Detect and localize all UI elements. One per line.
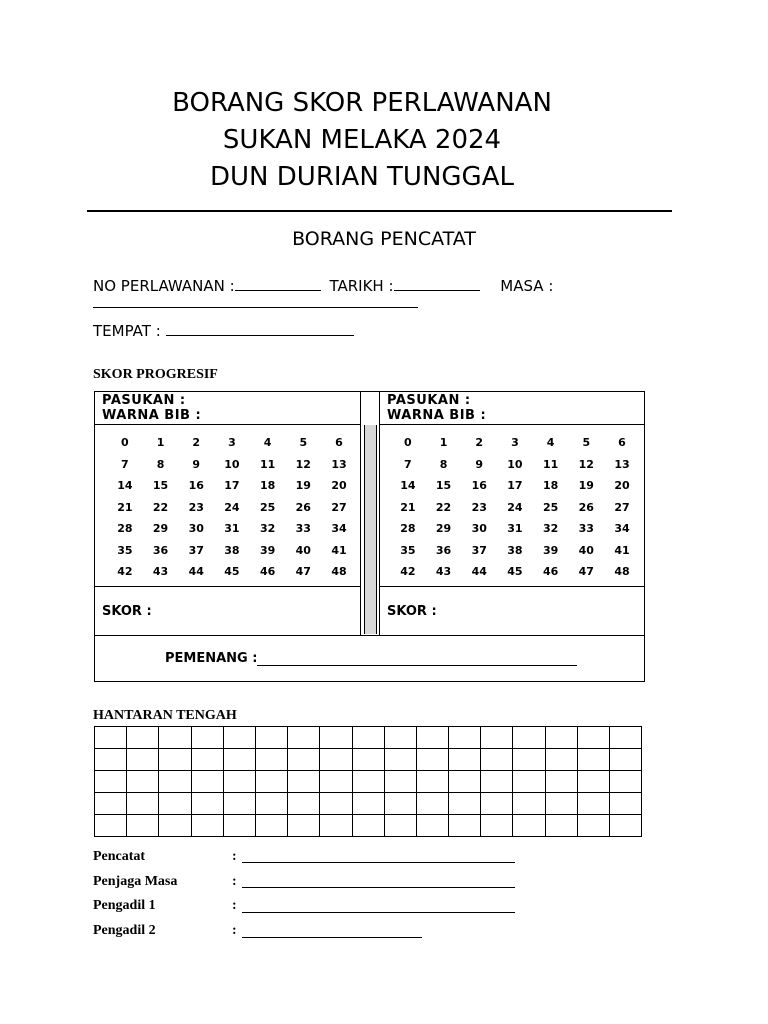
hantaran-cell[interactable] — [545, 749, 577, 771]
hantaran-cell[interactable] — [513, 815, 545, 837]
score-table — [94, 391, 645, 682]
form-subtitle: BORANG PENCATAT — [292, 228, 476, 250]
hantaran-cell[interactable] — [223, 793, 255, 815]
team-b-score-number[interactable]: 14 — [400, 479, 416, 493]
team-b-score-number[interactable]: 34 — [614, 522, 630, 536]
hantaran-cell[interactable] — [127, 749, 159, 771]
number-row — [95, 561, 360, 583]
team-a-score-number[interactable]: 1 — [156, 436, 165, 450]
hantaran-cell[interactable] — [610, 815, 642, 837]
team-b-score-number[interactable]: 6 — [618, 436, 626, 450]
number-row — [95, 432, 360, 454]
hantaran-cell[interactable] — [288, 815, 320, 837]
hantaran-cell[interactable] — [416, 727, 448, 749]
team-a-score-number[interactable]: 26 — [295, 500, 311, 514]
team-a-score-number[interactable]: 11 — [259, 457, 276, 471]
signature-pengadil-2-colon: : — [232, 923, 237, 938]
team-a-score-number[interactable]: 3 — [228, 436, 236, 450]
hantaran-cell[interactable] — [255, 727, 287, 749]
team-b-warna-bib-label[interactable]: WARNA BIB : — [387, 408, 487, 423]
team-a-score-number[interactable]: 37 — [188, 543, 204, 557]
team-b-score-number[interactable]: 13 — [614, 457, 630, 471]
team-b-score-number[interactable]: 12 — [578, 457, 594, 471]
signature-pengadil-1-colon: : — [232, 898, 237, 913]
team-a-score-number[interactable]: 41 — [331, 543, 347, 557]
number-row — [95, 518, 360, 540]
team-a-score-number[interactable]: 15 — [152, 479, 169, 493]
team-a-score-number[interactable]: 14 — [117, 479, 133, 493]
hantaran-cell[interactable] — [223, 749, 255, 771]
hantaran-cell[interactable] — [95, 727, 127, 749]
team-b-score-number[interactable]: 18 — [542, 479, 559, 493]
number-row — [95, 454, 360, 476]
pemenang-field[interactable] — [257, 665, 577, 666]
hantaran-cell[interactable] — [384, 793, 416, 815]
team-b-score-number[interactable]: 4 — [546, 436, 555, 450]
team-b-score-number[interactable]: 43 — [435, 565, 452, 579]
team-b-score-number[interactable]: 44 — [471, 565, 487, 579]
team-b-score-number[interactable]: 3 — [511, 436, 519, 450]
team-a-score-number[interactable]: 19 — [295, 479, 311, 493]
hantaran-cell[interactable] — [320, 793, 352, 815]
team-b-score-number[interactable]: 7 — [404, 457, 412, 471]
masa-label: MASA : — [500, 277, 554, 295]
team-a-score-number[interactable]: 25 — [259, 500, 276, 514]
hantaran-cell[interactable] — [95, 749, 127, 771]
team-a-score-number[interactable]: 17 — [224, 479, 240, 493]
hantaran-cell[interactable] — [127, 771, 159, 793]
team-b-score-number[interactable]: 41 — [614, 543, 630, 557]
team-b-score-number[interactable]: 47 — [578, 565, 594, 579]
team-a-score-number[interactable]: 34 — [331, 522, 347, 536]
hantaran-cell[interactable] — [449, 771, 481, 793]
pemenang-label: PEMENANG : — [165, 651, 258, 666]
team-a-score-number[interactable]: 47 — [295, 565, 311, 579]
team-a-score-number[interactable]: 29 — [152, 522, 169, 536]
hantaran-cell[interactable] — [288, 771, 320, 793]
hantaran-cell[interactable] — [159, 815, 191, 837]
tempat-line — [93, 322, 354, 340]
team-b-score-number[interactable]: 20 — [614, 479, 630, 493]
signature-penjaga-masa-colon: : — [232, 874, 237, 889]
team-a-score-number[interactable]: 40 — [295, 543, 311, 557]
team-a-score-number[interactable]: 28 — [117, 522, 133, 536]
team-a-warna-bib-label[interactable]: WARNA BIB : — [102, 408, 202, 423]
signature-pencatat-label: Pencatat — [93, 849, 146, 864]
hantaran-cell[interactable] — [159, 727, 191, 749]
no-perlawanan-field[interactable] — [235, 277, 321, 291]
hantaran-cell[interactable] — [127, 793, 159, 815]
hantaran-cell[interactable] — [384, 815, 416, 837]
team-a-score-number[interactable]: 8 — [156, 457, 165, 471]
number-row — [380, 432, 644, 454]
hantaran-cell[interactable] — [191, 793, 223, 815]
team-b-score-number[interactable]: 37 — [471, 543, 487, 557]
team-b-score-number[interactable]: 42 — [400, 565, 416, 579]
hantaran-row — [95, 815, 642, 837]
hantaran-cell[interactable] — [577, 771, 609, 793]
team-b-score-number[interactable]: 2 — [475, 436, 484, 450]
team-a-skor[interactable]: SKOR : — [95, 586, 360, 635]
team-a-pasukan-label[interactable]: PASUKAN : — [102, 393, 186, 408]
team-a-score-number[interactable]: 32 — [259, 522, 276, 536]
hantaran-row — [95, 727, 642, 749]
title-line-1: BORANG SKOR PERLAWANAN — [172, 88, 552, 118]
hantaran-cell[interactable] — [610, 793, 642, 815]
masa-field[interactable] — [93, 307, 418, 308]
team-b-score-number[interactable]: 25 — [542, 500, 559, 514]
signature-pencatat-field[interactable] — [242, 848, 515, 863]
hantaran-cell[interactable] — [481, 727, 513, 749]
hantaran-cell[interactable] — [159, 771, 191, 793]
team-b-score-number[interactable]: 16 — [471, 479, 487, 493]
hantaran-cell[interactable] — [320, 749, 352, 771]
title-line-3: DUN DURIAN TUNGGAL — [210, 162, 514, 192]
hantaran-cell[interactable] — [449, 815, 481, 837]
team-a-score-number[interactable]: 4 — [263, 436, 272, 450]
team-b-score-number[interactable]: 24 — [507, 500, 523, 514]
team-b-score-number[interactable]: 8 — [439, 457, 448, 471]
team-a-score-number[interactable]: 45 — [224, 565, 240, 579]
team-a-score-number[interactable]: 27 — [331, 500, 347, 514]
number-row — [95, 497, 360, 519]
hantaran-cell[interactable] — [127, 727, 159, 749]
team-a-score-number[interactable]: 44 — [188, 565, 204, 579]
team-b-score-number[interactable]: 9 — [475, 457, 484, 471]
team-b-number-grid — [380, 432, 644, 583]
hantaran-cell[interactable] — [127, 815, 159, 837]
team-a-score-number[interactable]: 22 — [152, 500, 169, 514]
hantaran-cell[interactable] — [255, 815, 287, 837]
hantaran-cell[interactable] — [610, 749, 642, 771]
team-b-score-number[interactable]: 15 — [435, 479, 452, 493]
team-b-score-number[interactable]: 29 — [435, 522, 452, 536]
team-b-panel — [380, 392, 644, 635]
hantaran-cell[interactable] — [159, 793, 191, 815]
team-a-score-number[interactable]: 23 — [188, 500, 204, 514]
team-separator — [360, 392, 380, 635]
team-a-score-number[interactable]: 6 — [335, 436, 343, 450]
hantaran-cell[interactable] — [481, 815, 513, 837]
hantaran-cell[interactable] — [95, 771, 127, 793]
team-a-score-number[interactable]: 24 — [224, 500, 240, 514]
hantaran-cell[interactable] — [416, 749, 448, 771]
hantaran-cell[interactable] — [545, 771, 577, 793]
hantaran-cell[interactable] — [352, 749, 384, 771]
team-a-score-number[interactable]: 20 — [331, 479, 347, 493]
team-a-score-number[interactable]: 30 — [188, 522, 204, 536]
hantaran-cell[interactable] — [352, 727, 384, 749]
hantaran-cell[interactable] — [255, 793, 287, 815]
hantaran-cell[interactable] — [223, 727, 255, 749]
team-b-score-number[interactable]: 45 — [507, 565, 523, 579]
signature-pengadil-2-field[interactable] — [242, 923, 422, 938]
signature-pencatat-colon: : — [232, 849, 237, 864]
hantaran-cell[interactable] — [513, 727, 545, 749]
team-a-score-number[interactable]: 5 — [299, 436, 308, 450]
team-a-score-number[interactable]: 16 — [188, 479, 204, 493]
hantaran-cell[interactable] — [384, 749, 416, 771]
hantaran-tengah-grid — [94, 726, 642, 837]
hantaran-cell[interactable] — [513, 771, 545, 793]
hantaran-cell[interactable] — [610, 771, 642, 793]
tempat-label: TEMPAT : — [93, 322, 161, 340]
tarikh-field[interactable] — [394, 277, 480, 291]
hantaran-cell[interactable] — [95, 793, 127, 815]
signature-pengadil-2-label: Pengadil 2 — [93, 923, 156, 938]
number-row — [95, 475, 360, 497]
team-b-pasukan-label[interactable]: PASUKAN : — [387, 393, 471, 408]
team-a-score-number[interactable]: 13 — [331, 457, 347, 471]
title-divider — [87, 210, 672, 212]
hantaran-cell[interactable] — [191, 771, 223, 793]
team-b-score-number[interactable]: 27 — [614, 500, 630, 514]
team-a-header — [95, 392, 360, 425]
hantaran-cell[interactable] — [352, 815, 384, 837]
team-b-score-number[interactable]: 48 — [614, 565, 630, 579]
team-a-score-number[interactable]: 0 — [121, 436, 129, 450]
hantaran-cell[interactable] — [449, 793, 481, 815]
hantaran-cell[interactable] — [513, 793, 545, 815]
signature-pengadil-1-label: Pengadil 1 — [93, 898, 156, 913]
hantaran-cell[interactable] — [288, 727, 320, 749]
team-a-score-number[interactable]: 7 — [121, 457, 129, 471]
tempat-field[interactable] — [166, 322, 354, 336]
hantaran-cell[interactable] — [255, 749, 287, 771]
team-a-score-number[interactable]: 38 — [224, 543, 240, 557]
hantaran-cell[interactable] — [95, 815, 127, 837]
team-b-score-number[interactable]: 26 — [578, 500, 594, 514]
team-b-score-number[interactable]: 10 — [507, 457, 523, 471]
team-a-panel — [95, 392, 360, 635]
team-a-score-number[interactable]: 33 — [295, 522, 311, 536]
hantaran-cell[interactable] — [577, 793, 609, 815]
team-b-score-number[interactable]: 17 — [507, 479, 523, 493]
hantaran-cell[interactable] — [481, 749, 513, 771]
team-b-score-number[interactable]: 35 — [400, 543, 416, 557]
number-row — [380, 475, 644, 497]
hantaran-cell[interactable] — [352, 771, 384, 793]
team-b-score-number[interactable]: 46 — [542, 565, 559, 579]
team-a-score-number[interactable]: 2 — [192, 436, 201, 450]
number-row — [95, 540, 360, 562]
hantaran-tengah-heading: HANTARAN TENGAH — [93, 708, 237, 723]
team-a-score-number[interactable]: 46 — [259, 565, 276, 579]
hantaran-cell[interactable] — [255, 771, 287, 793]
team-b-score-number[interactable]: 31 — [507, 522, 523, 536]
hantaran-cell[interactable] — [577, 749, 609, 771]
hantaran-cell[interactable] — [223, 815, 255, 837]
hantaran-row — [95, 793, 642, 815]
hantaran-cell[interactable] — [545, 793, 577, 815]
team-b-score-number[interactable]: 30 — [471, 522, 487, 536]
team-b-score-number[interactable]: 23 — [471, 500, 487, 514]
team-b-score-number[interactable]: 22 — [435, 500, 452, 514]
hantaran-cell[interactable] — [416, 771, 448, 793]
hantaran-cell[interactable] — [577, 815, 609, 837]
team-b-score-number[interactable]: 39 — [542, 543, 559, 557]
team-b-skor[interactable]: SKOR : — [380, 586, 644, 635]
match-info-line — [93, 277, 553, 295]
hantaran-cell[interactable] — [223, 771, 255, 793]
team-b-score-number[interactable]: 1 — [439, 436, 448, 450]
hantaran-cell[interactable] — [449, 727, 481, 749]
hantaran-cell[interactable] — [610, 727, 642, 749]
team-b-score-number[interactable]: 38 — [507, 543, 523, 557]
hantaran-cell[interactable] — [191, 727, 223, 749]
team-a-score-number[interactable]: 18 — [259, 479, 276, 493]
team-a-score-number[interactable]: 9 — [192, 457, 201, 471]
hantaran-cell[interactable] — [481, 771, 513, 793]
team-a-number-grid — [95, 432, 360, 583]
signature-penjaga-masa-label: Penjaga Masa — [93, 874, 178, 889]
number-row — [380, 540, 644, 562]
team-b-score-number[interactable]: 33 — [578, 522, 594, 536]
team-b-score-number[interactable]: 19 — [578, 479, 594, 493]
hantaran-cell[interactable] — [577, 727, 609, 749]
hantaran-cell[interactable] — [191, 815, 223, 837]
team-a-score-number[interactable]: 35 — [117, 543, 133, 557]
hantaran-cell[interactable] — [545, 815, 577, 837]
team-b-score-number[interactable]: 36 — [435, 543, 452, 557]
team-a-score-number[interactable]: 39 — [259, 543, 276, 557]
team-a-score-number[interactable]: 42 — [117, 565, 133, 579]
team-b-score-number[interactable]: 32 — [542, 522, 559, 536]
team-b-score-number[interactable]: 5 — [582, 436, 591, 450]
tarikh-label: TARIKH : — [329, 277, 394, 295]
team-b-score-number[interactable]: 40 — [578, 543, 594, 557]
skor-progresif-heading: SKOR PROGRESIF — [93, 367, 218, 382]
hantaran-cell[interactable] — [320, 771, 352, 793]
number-row — [380, 454, 644, 476]
hantaran-cell[interactable] — [545, 727, 577, 749]
hantaran-cell[interactable] — [320, 727, 352, 749]
hantaran-cell[interactable] — [320, 815, 352, 837]
separator-shading — [364, 425, 377, 634]
hantaran-cell[interactable] — [159, 749, 191, 771]
hantaran-cell[interactable] — [352, 793, 384, 815]
hantaran-cell[interactable] — [384, 727, 416, 749]
team-b-score-number[interactable]: 11 — [542, 457, 559, 471]
hantaran-row — [95, 771, 642, 793]
hantaran-cell[interactable] — [416, 815, 448, 837]
team-a-score-number[interactable]: 10 — [224, 457, 240, 471]
team-a-score-number[interactable]: 43 — [152, 565, 169, 579]
team-b-score-number[interactable]: 0 — [404, 436, 412, 450]
number-row — [380, 497, 644, 519]
hantaran-cell[interactable] — [191, 749, 223, 771]
hantaran-cell[interactable] — [481, 793, 513, 815]
team-a-score-number[interactable]: 21 — [117, 500, 133, 514]
team-a-score-number[interactable]: 48 — [331, 565, 347, 579]
team-b-score-number[interactable]: 28 — [400, 522, 416, 536]
title-line-2: SUKAN MELAKA 2024 — [222, 125, 502, 155]
hantaran-cell[interactable] — [288, 749, 320, 771]
team-a-score-number[interactable]: 36 — [152, 543, 169, 557]
no-perlawanan-label: NO PERLAWANAN : — [93, 277, 235, 295]
hantaran-cell[interactable] — [288, 793, 320, 815]
hantaran-cell[interactable] — [416, 793, 448, 815]
signature-pengadil-1-field[interactable] — [242, 898, 515, 913]
hantaran-cell[interactable] — [449, 749, 481, 771]
number-row — [380, 561, 644, 583]
signature-penjaga-masa-field[interactable] — [242, 873, 515, 888]
team-a-score-number[interactable]: 31 — [224, 522, 240, 536]
team-b-header — [380, 392, 644, 425]
hantaran-row — [95, 749, 642, 771]
hantaran-cell[interactable] — [384, 771, 416, 793]
pemenang-row — [95, 635, 644, 682]
team-a-score-number[interactable]: 12 — [295, 457, 311, 471]
team-b-score-number[interactable]: 21 — [400, 500, 416, 514]
hantaran-cell[interactable] — [513, 749, 545, 771]
number-row — [380, 518, 644, 540]
